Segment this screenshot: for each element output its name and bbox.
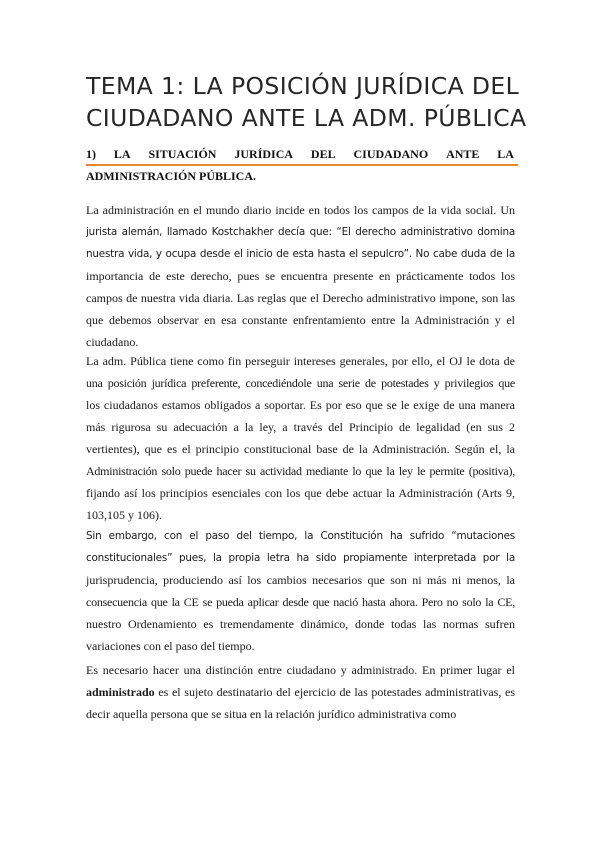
text-line: importancia de este derecho, pues se encuentra presente en prácticamente todos los xyxy=(86,269,515,283)
text-line: Es necesario hacer una distinción entre ciudadano y administrado. En primer lugar el xyxy=(86,663,515,677)
text-fragment: es el sujeto destinatario del ejercicio de las potestades administrativas, es xyxy=(154,685,515,699)
text-line: nuestra vida, y ocupa desde el inicio de esta hasta el sepulcro”. No cabe duda de la xyxy=(86,248,515,260)
text-line: jurisprudencia, produciendo así los cambios necesarios que son ni más ni menos, la xyxy=(86,573,515,587)
section-word: DEL xyxy=(310,147,336,161)
text-line: decir aquella persona que se situa en la relación jurídico administrativa como xyxy=(86,707,457,721)
text-line: que debemos observar en esa constante enfrentamiento entre la Administración y el xyxy=(86,313,515,327)
text-line: variaciones con el paso del tiempo. xyxy=(86,639,255,653)
text-line: Administración solo puede hacer su actividad mediante lo que la ley le permite (positiva), xyxy=(86,464,515,478)
page-title xyxy=(86,70,526,134)
section-word: SITUACIÓN xyxy=(148,147,217,161)
text-line: ciudadano. xyxy=(86,335,139,349)
section-word: ANTE xyxy=(446,147,480,161)
section-word: CIUDADANO xyxy=(353,147,429,161)
paragraph-3 xyxy=(86,525,515,657)
text-line: fijando así los principios esenciales con los que debe actuar la Administración (Arts 9, xyxy=(86,486,515,500)
text-line: La administración en el mundo diario incide en todos los campos de la vida social. Un xyxy=(86,203,515,217)
text-line: vertientes), que es el principio constitucional base de la Administración. Según el, la xyxy=(86,442,515,456)
paragraph-2 xyxy=(86,350,515,526)
text-line xyxy=(86,681,515,703)
section-heading-line-2: ADMINISTRACIÓN PÚBLICA. xyxy=(86,169,257,183)
text-line: más rigurosa su adecuación a la ley, a través del Principio de legalidad (en sus 2 xyxy=(86,420,515,434)
text-line: nuestro Ordenamiento es tremendamente dinámico, donde todas las normas sufren xyxy=(86,617,515,631)
section-word: JURÍDICA xyxy=(234,147,294,161)
title-line-2: CIUDADANO ANTE LA ADM. PÚBLICA xyxy=(86,104,527,132)
text-line: una posición jurídica preferente, concediéndole una serie de potestades y privilegios que xyxy=(86,376,515,390)
title-line-1: TEMA 1: LA POSICIÓN JURÍDICA DEL xyxy=(86,72,520,100)
text-line: los ciudadanos estamos obligados a soportar. Es por eso que se le exige de una manera xyxy=(86,398,515,412)
text-line: Sin embargo, con el paso del tiempo, la Constitución ha sufrido “mutaciones xyxy=(86,530,515,542)
text-line: consecuencia que la CE se pueda aplicar desde que nació hasta ahora. Pero no solo la CE, xyxy=(86,595,515,609)
section-number: 1) xyxy=(86,147,96,161)
text-line: La adm. Pública tiene como fin perseguir intereses generales, por ello, el OJ le dota de xyxy=(86,354,515,368)
paragraph-1 xyxy=(86,199,515,353)
paragraph-4 xyxy=(86,659,515,725)
section-word: LA xyxy=(497,147,514,161)
text-line: 103,105 y 106). xyxy=(86,508,162,522)
section-underline xyxy=(86,164,518,166)
text-line: campos de nuestra vida diaria. Las reglas que el Derecho administrativo impone, son las xyxy=(86,291,515,305)
text-line: constitucionales” pues, la propia letra ha sido propiamente interpretada por la xyxy=(86,552,515,564)
bold-term: administrado xyxy=(86,685,155,699)
text-line: jurista alemán, llamado Kostchakher decía que: “El derecho administrativo domina xyxy=(86,226,515,238)
section-word: LA xyxy=(113,147,131,161)
